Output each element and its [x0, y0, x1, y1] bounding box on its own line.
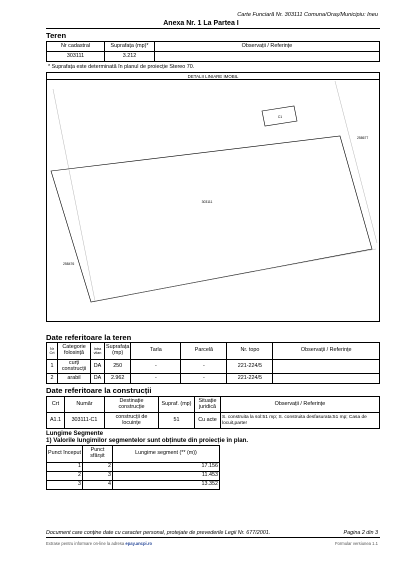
extract-link[interactable]: epay.ancpi.ro [125, 541, 153, 546]
cell: construcții de locuințe [105, 413, 159, 429]
footer-privacy-note: Document care conține date cu caracter personal, protejate de prevederile Legii Nr. 677/2001. [46, 530, 271, 536]
cell: - [181, 360, 227, 374]
cell: - [131, 360, 181, 374]
table-header-row [47, 42, 380, 52]
col-punct-inceput: Punct început [47, 446, 83, 463]
col-suprafata: Supraf. (mp) [159, 397, 195, 413]
parcel-label: 303111 [201, 200, 213, 204]
cell: 1 [47, 360, 58, 374]
form-version: Formular versiunea 1.1 [334, 541, 378, 546]
cell: 17.156 [113, 463, 220, 472]
col-crt: Crt [47, 397, 65, 413]
coord-label-right: 258677 [357, 136, 369, 140]
cell: curți construcții [58, 360, 91, 374]
cell: 221-224/5 [227, 360, 273, 374]
col-punct-sfarsit: Punct sfârșit [83, 446, 113, 463]
cell: 11.453 [113, 472, 220, 481]
lungime-heading: Lungime Segmente [46, 430, 104, 437]
cell: DA [91, 360, 105, 374]
col-destinatie: Destinație construcție [105, 397, 159, 413]
cell: arabil [58, 374, 91, 384]
date-constructii-heading: Date referitoare la construcții [46, 386, 152, 395]
col-intravilan: Intra vilan [91, 343, 105, 360]
teren-table [46, 41, 380, 62]
col-nr-topo: Nr. topo [227, 343, 273, 360]
cell: 2.962 [105, 374, 131, 384]
cell: Cu acte [195, 413, 221, 429]
table-header-row [47, 343, 380, 360]
table-row [47, 360, 380, 374]
plan-title: DETALII LINIARE IMOBIL [47, 73, 379, 80]
table-row [47, 481, 220, 490]
col-nr-cadastral: Nr cadastral [47, 42, 105, 52]
table-row [47, 374, 380, 384]
cell: 2 [47, 472, 83, 481]
cell [273, 374, 380, 384]
cell: 4 [83, 481, 113, 490]
cell: 2 [47, 374, 58, 384]
cell: 13.352 [113, 481, 220, 490]
date-teren-table [46, 342, 380, 384]
table-header-row [47, 397, 380, 413]
header-rule [46, 28, 380, 29]
cell-observatii [155, 52, 380, 62]
col-observatii: Observații / Referințe [221, 397, 380, 413]
dimension-line [95, 249, 376, 301]
col-observatii: Observații / Referințe [155, 42, 380, 52]
cell: 221-224/5 [227, 374, 273, 384]
anexa-title: Anexa Nr. 1 La Partea I [163, 20, 239, 27]
cell: - [131, 374, 181, 384]
col-observatii: Observații / Referințe [273, 343, 380, 360]
plan-svg [47, 73, 381, 323]
footer-extract-note [46, 541, 152, 546]
col-parcela: Parcelă [181, 343, 227, 360]
col-nr-crt: Nr Crt [47, 343, 58, 360]
lungime-subtitle: 1) Valorile lungimilor segmentelor sunt obținute din proiecție în plan. [46, 437, 249, 444]
cell: S. construita la sol:51 mp; S. construita desfasurata:51 mp; Casa de locuit,parter [221, 413, 380, 429]
col-numar: Număr [65, 397, 105, 413]
table-row [47, 463, 220, 472]
page-number: Pagina 2 din 3 [343, 530, 378, 536]
col-lungime: Lungime segment (** (m)) [113, 446, 220, 463]
table-row [47, 472, 220, 481]
coord-label-left: 258476 [63, 262, 75, 266]
extract-prefix: Extrase pentru informare on-line la adresa [46, 541, 126, 546]
cell: DA [91, 374, 105, 384]
cell: 2 [83, 463, 113, 472]
lungime-table [46, 445, 220, 490]
col-suprafata: Suprafața (mp)* [105, 42, 155, 52]
cell: A1.1 [47, 413, 65, 429]
cell: 303111-C1 [65, 413, 105, 429]
col-situatie: Situație juridică [195, 397, 221, 413]
dimension-line [53, 89, 95, 301]
cell: 1 [47, 463, 83, 472]
cell: 250 [105, 360, 131, 374]
date-constructii-table [46, 396, 380, 429]
header-cf: Carte Funciară Nr. 303111 Comuna/Oraș/Municipiu: Ineu [237, 12, 378, 18]
building-label: C1 [277, 115, 283, 119]
date-teren-heading: Date referitoare la teren [46, 333, 132, 342]
cell: - [181, 374, 227, 384]
cell-suprafata: 3.212 [105, 52, 155, 62]
table-header-row [47, 446, 220, 463]
cell: 3 [47, 481, 83, 490]
parcel-outline [51, 136, 372, 302]
dimension-line [335, 81, 377, 243]
table-row [47, 413, 380, 429]
cell [273, 360, 380, 374]
cell: 51 [159, 413, 195, 429]
col-categorie: Categorie folosință [58, 343, 91, 360]
teren-note: * Suprafața este determinată în planul de proiecție Stereo 70. [48, 64, 195, 70]
col-suprafata: Suprafața (mp) [105, 343, 131, 360]
cell: 3 [83, 472, 113, 481]
col-tarla: Tarla [131, 343, 181, 360]
plan-drawing [46, 72, 380, 322]
teren-heading: Teren [46, 31, 67, 40]
cell-nr-cadastral: 303111 [47, 52, 105, 62]
table-row [47, 52, 380, 62]
footer-rule [46, 537, 380, 538]
